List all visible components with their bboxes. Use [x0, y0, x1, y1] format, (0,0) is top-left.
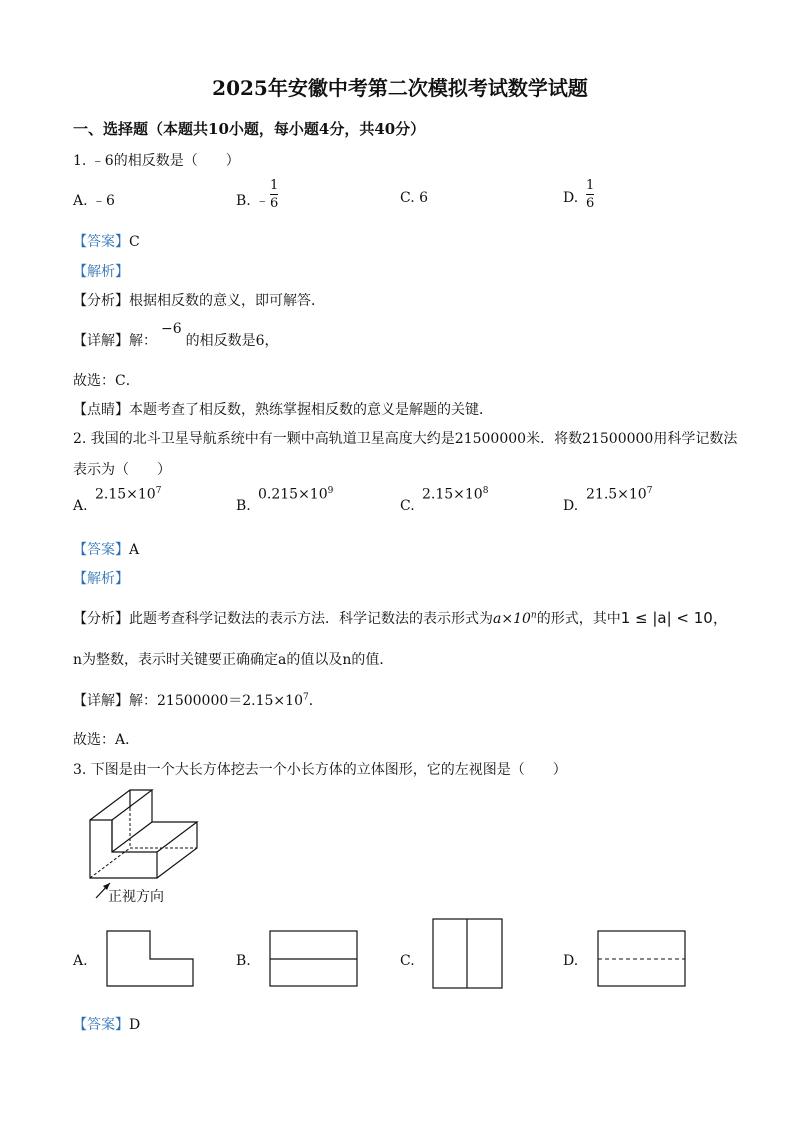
q2-fenxi-text: 此题考查科学记数法的表示方法．科学记数法的表示形式为	[129, 611, 493, 627]
page-title: 2025年安徽中考第二次模拟考试数学试题	[212, 76, 588, 100]
q2-option-b-label: B.	[236, 498, 251, 514]
q1-option-b-numerator: 1	[270, 178, 279, 193]
answer-tag: 【答案】	[73, 542, 129, 558]
q2-option-d-exp: 7	[646, 486, 653, 496]
q2-option-b-base: 0.215×10	[258, 486, 328, 503]
q2-option-d-base: 21.5×10	[586, 486, 647, 503]
q2-detail-prefix: 解：	[129, 693, 157, 709]
q2-option-c-label: C.	[400, 498, 415, 514]
q3-answer-line	[73, 1014, 140, 1034]
q2-choose: 故选：A．	[73, 732, 140, 748]
answer-tag: 【答案】	[73, 1017, 129, 1033]
q2-detail-math: 21500000＝2.15×10	[157, 693, 303, 709]
q3-option-c-label: C.	[400, 953, 415, 969]
detail-tag: 【详解】	[73, 693, 129, 709]
q1-stem: 1. ﹣6的相反数是（ ）	[73, 153, 240, 169]
q3-option-a-label: A.	[73, 953, 88, 969]
q1-option-b-prefix: B. ﹣	[236, 193, 270, 209]
q3-option-a-figure	[106, 930, 196, 988]
q2-fenxi-inequality: 1 ≤ |a| < 10，	[620, 609, 728, 627]
q2-stem-line2: 表示为（ ）	[73, 462, 171, 478]
q1-option-c: C. 6	[400, 190, 429, 206]
q2-option-a-exp: 7	[155, 486, 162, 496]
q2-answer: A	[129, 542, 140, 558]
q2-option-a-label: A.	[73, 498, 88, 514]
q3-option-b-figure	[269, 930, 359, 988]
q1-comment: 本题考查了相反数，熟练掌握相反数的意义是解题的关键．	[129, 402, 493, 418]
q1-fenxi: 根据相反数的意义，即可解答．	[129, 293, 325, 309]
q3-option-d-label: D.	[563, 953, 579, 969]
q2-fenxi-mid: 的形式，其中	[536, 611, 621, 627]
q3-option-b-label: B.	[236, 953, 251, 969]
q2-option-a-base: 2.15×10	[95, 486, 156, 503]
q3-answer: D	[129, 1017, 141, 1033]
q3-stem: 3. 下图是由一个大长方体挖去一个小长方体的立体图形，它的左视图是（ ）	[73, 762, 567, 778]
q1-option-d-denominator: 6	[586, 196, 595, 211]
q1-option-d-prefix: D.	[563, 190, 579, 206]
q1-detail-prefix: 解：	[129, 333, 157, 349]
q2-option-d-label: D.	[563, 498, 579, 514]
answer-tag: 【答案】	[73, 234, 129, 250]
q2-detail-exp: 7	[302, 692, 309, 703]
q2-stem-line1: 2. 我国的北斗卫星导航系统中有一颗中高轨道卫星高度大约是21500000米．将数21500000用科学记数法	[73, 431, 738, 447]
q1-option-b-denominator: 6	[270, 196, 279, 211]
q2-fenxi-form-exp: n	[530, 610, 537, 621]
q1-option-a: A. ﹣6	[73, 193, 115, 209]
q2-option-b-exp: 9	[327, 486, 334, 496]
q2-fenxi-line2: n为整数，表示时关键要正确确定a的值以及n的值．	[73, 652, 394, 668]
q1-detail-math: −6	[161, 321, 182, 337]
q1-answer: C	[129, 234, 140, 250]
q3-option-d-figure	[597, 930, 687, 988]
q1-choose: 故选：C．	[73, 373, 140, 389]
q3-option-c-figure	[432, 918, 504, 990]
q2-analysis-tag: 【解析】	[73, 571, 129, 587]
q1-option-d-numerator: 1	[586, 178, 595, 193]
q3-direction-label: 正视方向	[108, 889, 164, 905]
q1-analysis-tag: 【解析】	[73, 264, 129, 280]
comment-tag: 【点睛】	[73, 402, 129, 418]
q2-fenxi-form: a×10	[493, 611, 531, 627]
section-heading: 一、选择题（本题共10小题，每小题4分，共40分）	[73, 120, 426, 138]
q2-option-c-base: 2.15×10	[422, 486, 483, 503]
q2-detail-end: ．	[308, 693, 323, 709]
q1-detail-suffix: 的相反数是6，	[185, 333, 279, 349]
fenxi-tag: 【分析】	[73, 611, 129, 627]
q2-option-c-exp: 8	[482, 486, 489, 496]
detail-tag: 【详解】	[73, 333, 129, 349]
fenxi-tag: 【分析】	[73, 293, 129, 309]
